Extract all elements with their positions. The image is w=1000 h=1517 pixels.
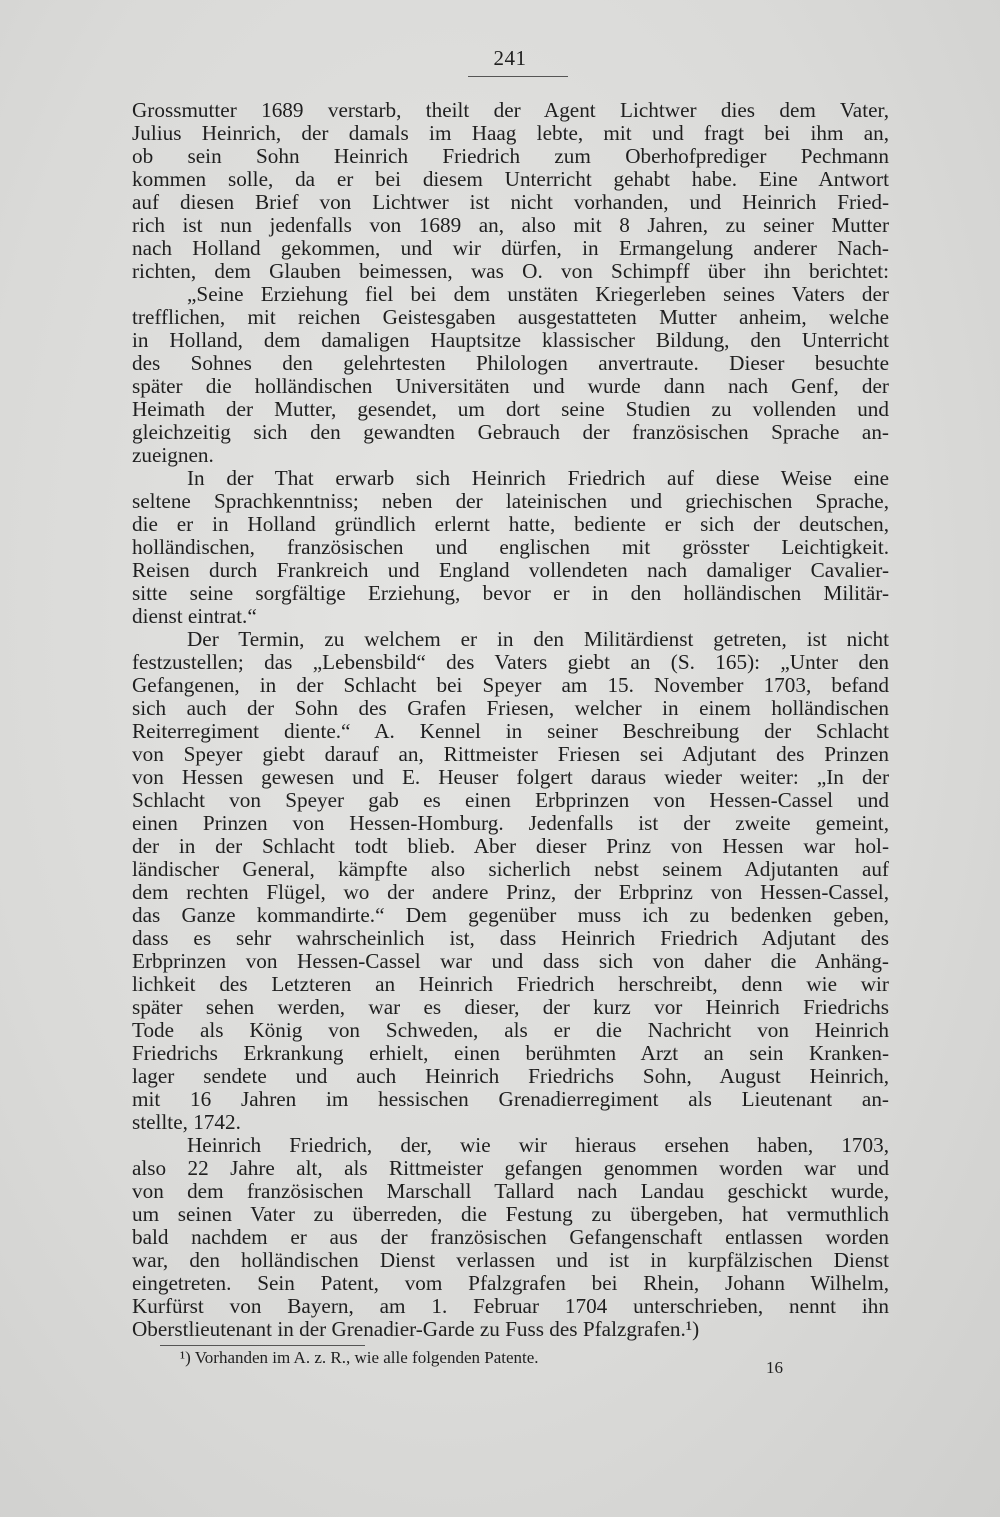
text-line: zueignen. [132,443,214,467]
text-line: Reiterregiment diente.“ A. Kennel in seiner Beschreibung der Schlacht [132,719,889,743]
text-line: „Seine Erziehung fiel bei dem unstäten Kriegerleben seines Vaters der [187,282,889,306]
text-line: Friedrichs Erkrankung erhielt, einen berühmten Arzt an sein Kranken- [132,1041,889,1065]
text-line: Erbprinzen von Hessen-Cassel war und dass sich von daher die Anhäng- [132,949,889,973]
text-line: dienst eintrat.“ [132,604,257,628]
text-line: dem rechten Flügel, wo der andere Prinz, der Erbprinz von Hessen-Cassel, [132,880,889,904]
text-line: In der That erwarb sich Heinrich Friedrich auf diese Weise eine [187,466,889,490]
text-line: später die holländischen Universitäten und wurde dann nach Genf, der [132,374,889,398]
text-line: trefflichen, mit reichen Geistesgaben ausgestatteten Mutter anheim, welche [132,305,889,329]
text-line: das Ganze kommandirte.“ Dem gegenüber muss ich zu bedenken geben, [132,903,889,927]
text-line: seltene Sprachkenntniss; neben der lateinischen und griechischen Sprache, [132,489,889,513]
text-line: kommen solle, da er bei diesem Unterricht gehabt habe. Eine Antwort [132,167,889,191]
text-line: Heimath der Mutter, gesendet, um dort seine Studien zu vollenden und [132,397,889,421]
header-rule [468,76,568,77]
text-line: nach Holland gekommen, und wir dürfen, in Ermangelung anderer Nach- [132,236,889,260]
text-line: also 22 Jahre alt, als Rittmeister gefangen genommen worden war und [132,1156,889,1180]
text-line: einen Prinzen von Hessen-Homburg. Jedenfalls ist der zweite gemeint, [132,811,889,835]
text-line: richten, dem Glauben beimessen, was O. von Schimpff über ihn berichtet: [132,259,889,283]
text-line: Der Termin, zu welchem er in den Militärdienst getreten, ist nicht [187,627,889,651]
text-line: des Sohnes den gelehrtesten Philologen anvertraute. Dieser besuchte [132,351,889,375]
text-line: ob sein Sohn Heinrich Friedrich zum Oberhofprediger Pechmann [132,144,889,168]
text-line: bald nachdem er aus der französischen Gefangenschaft entlassen worden [132,1225,889,1249]
text-line: mit 16 Jahren im hessischen Grenadierregiment als Lieutenant an- [132,1087,889,1111]
text-line: ländischer General, kämpfte also sicherlich nebst seinem Adjutanten auf [132,857,889,881]
text-line: um seinen Vater zu überreden, die Festung zu übergeben, hat vermuthlich [132,1202,889,1226]
text-line: auf diesen Brief von Lichtwer ist nicht vorhanden, und Heinrich Fried- [132,190,889,214]
text-line: festzustellen; das „Lebensbild“ des Vaters giebt an (S. 165): „Unter den [132,650,889,674]
text-line: gleichzeitig sich den gewandten Gebrauch der französischen Sprache an- [132,420,889,444]
text-line: in Holland, dem damaligen Hauptsitze klassischer Bildung, den Unterricht [132,328,889,352]
text-line: später sehen werden, war es dieser, der kurz vor Heinrich Friedrichs [132,995,889,1019]
text-line: Heinrich Friedrich, der, wie wir hieraus ersehen haben, 1703, [187,1133,889,1157]
page-number: 241 [493,46,527,70]
text-line: von Speyer giebt darauf an, Rittmeister Friesen sei Adjutant des Prinzen [132,742,889,766]
text-line: sitte seine sorgfältige Erziehung, bevor er in den holländischen Militär- [132,581,889,605]
text-line: dass es sehr wahrscheinlich ist, dass Heinrich Friedrich Adjutant des [132,926,889,950]
text-line: sich auch der Sohn des Grafen Friesen, welcher in einem holländischen [132,696,889,720]
text-line: war, den holländischen Dienst verlassen und ist in kurpfälzischen Dienst [132,1248,889,1272]
text-line: Gefangenen, in der Schlacht bei Speyer am 15. November 1703, befand [132,673,889,697]
text-line: stellte, 1742. [132,1110,241,1134]
text-line: holländischen, französischen und englischen mit grösster Leichtigkeit. [132,535,889,559]
text-line: Schlacht von Speyer gab es einen Erbprinzen von Hessen-Cassel und [132,788,889,812]
text-line: lichkeit des Letzteren an Heinrich Friedrich herschreibt, denn wie wir [132,972,889,996]
text-line: rich ist nun jedenfalls von 1689 an, also mit 8 Jahren, zu seiner Mutter [132,213,889,237]
text-line: Tode als König von Schweden, als er die Nachricht von Heinrich [132,1018,889,1042]
text-line: die er in Holland gründlich erlernt hatte, bediente er sich der deutschen, [132,512,889,536]
text-line: Grossmutter 1689 verstarb, theilt der Agent Lichtwer dies dem Vater, [132,98,889,122]
text-line: Julius Heinrich, der damals im Haag lebte, mit und fragt bei ihm an, [132,121,889,145]
text-line: Kurfürst von Bayern, am 1. Februar 1704 unterschrieben, nennt ihn [132,1294,889,1318]
footnote-rule [160,1345,365,1346]
text-line: von dem französischen Marschall Tallard nach Landau geschickt wurde, [132,1179,889,1203]
text-line: Oberstlieutenant in der Grenadier-Garde zu Fuss des Pfalzgrafen.¹) [132,1317,700,1341]
body-text [132,99,889,1341]
text-line: der in der Schlacht todt blieb. Aber dieser Prinz von Hessen war hol- [132,834,889,858]
signature-mark: 16 [766,1358,783,1377]
footnote: ¹) Vorhanden im A. z. R., wie alle folgenden Patente. [180,1348,539,1367]
text-line: eingetreten. Sein Patent, vom Pfalzgrafen bei Rhein, Johann Wilhelm, [132,1271,889,1295]
text-line: Reisen durch Frankreich und England vollendeten nach damaliger Cavalier- [132,558,889,582]
text-line: von Hessen gewesen und E. Heuser folgert daraus wieder weiter: „In der [132,765,889,789]
text-line: lager sendete und auch Heinrich Friedrichs Sohn, August Heinrich, [132,1064,889,1088]
